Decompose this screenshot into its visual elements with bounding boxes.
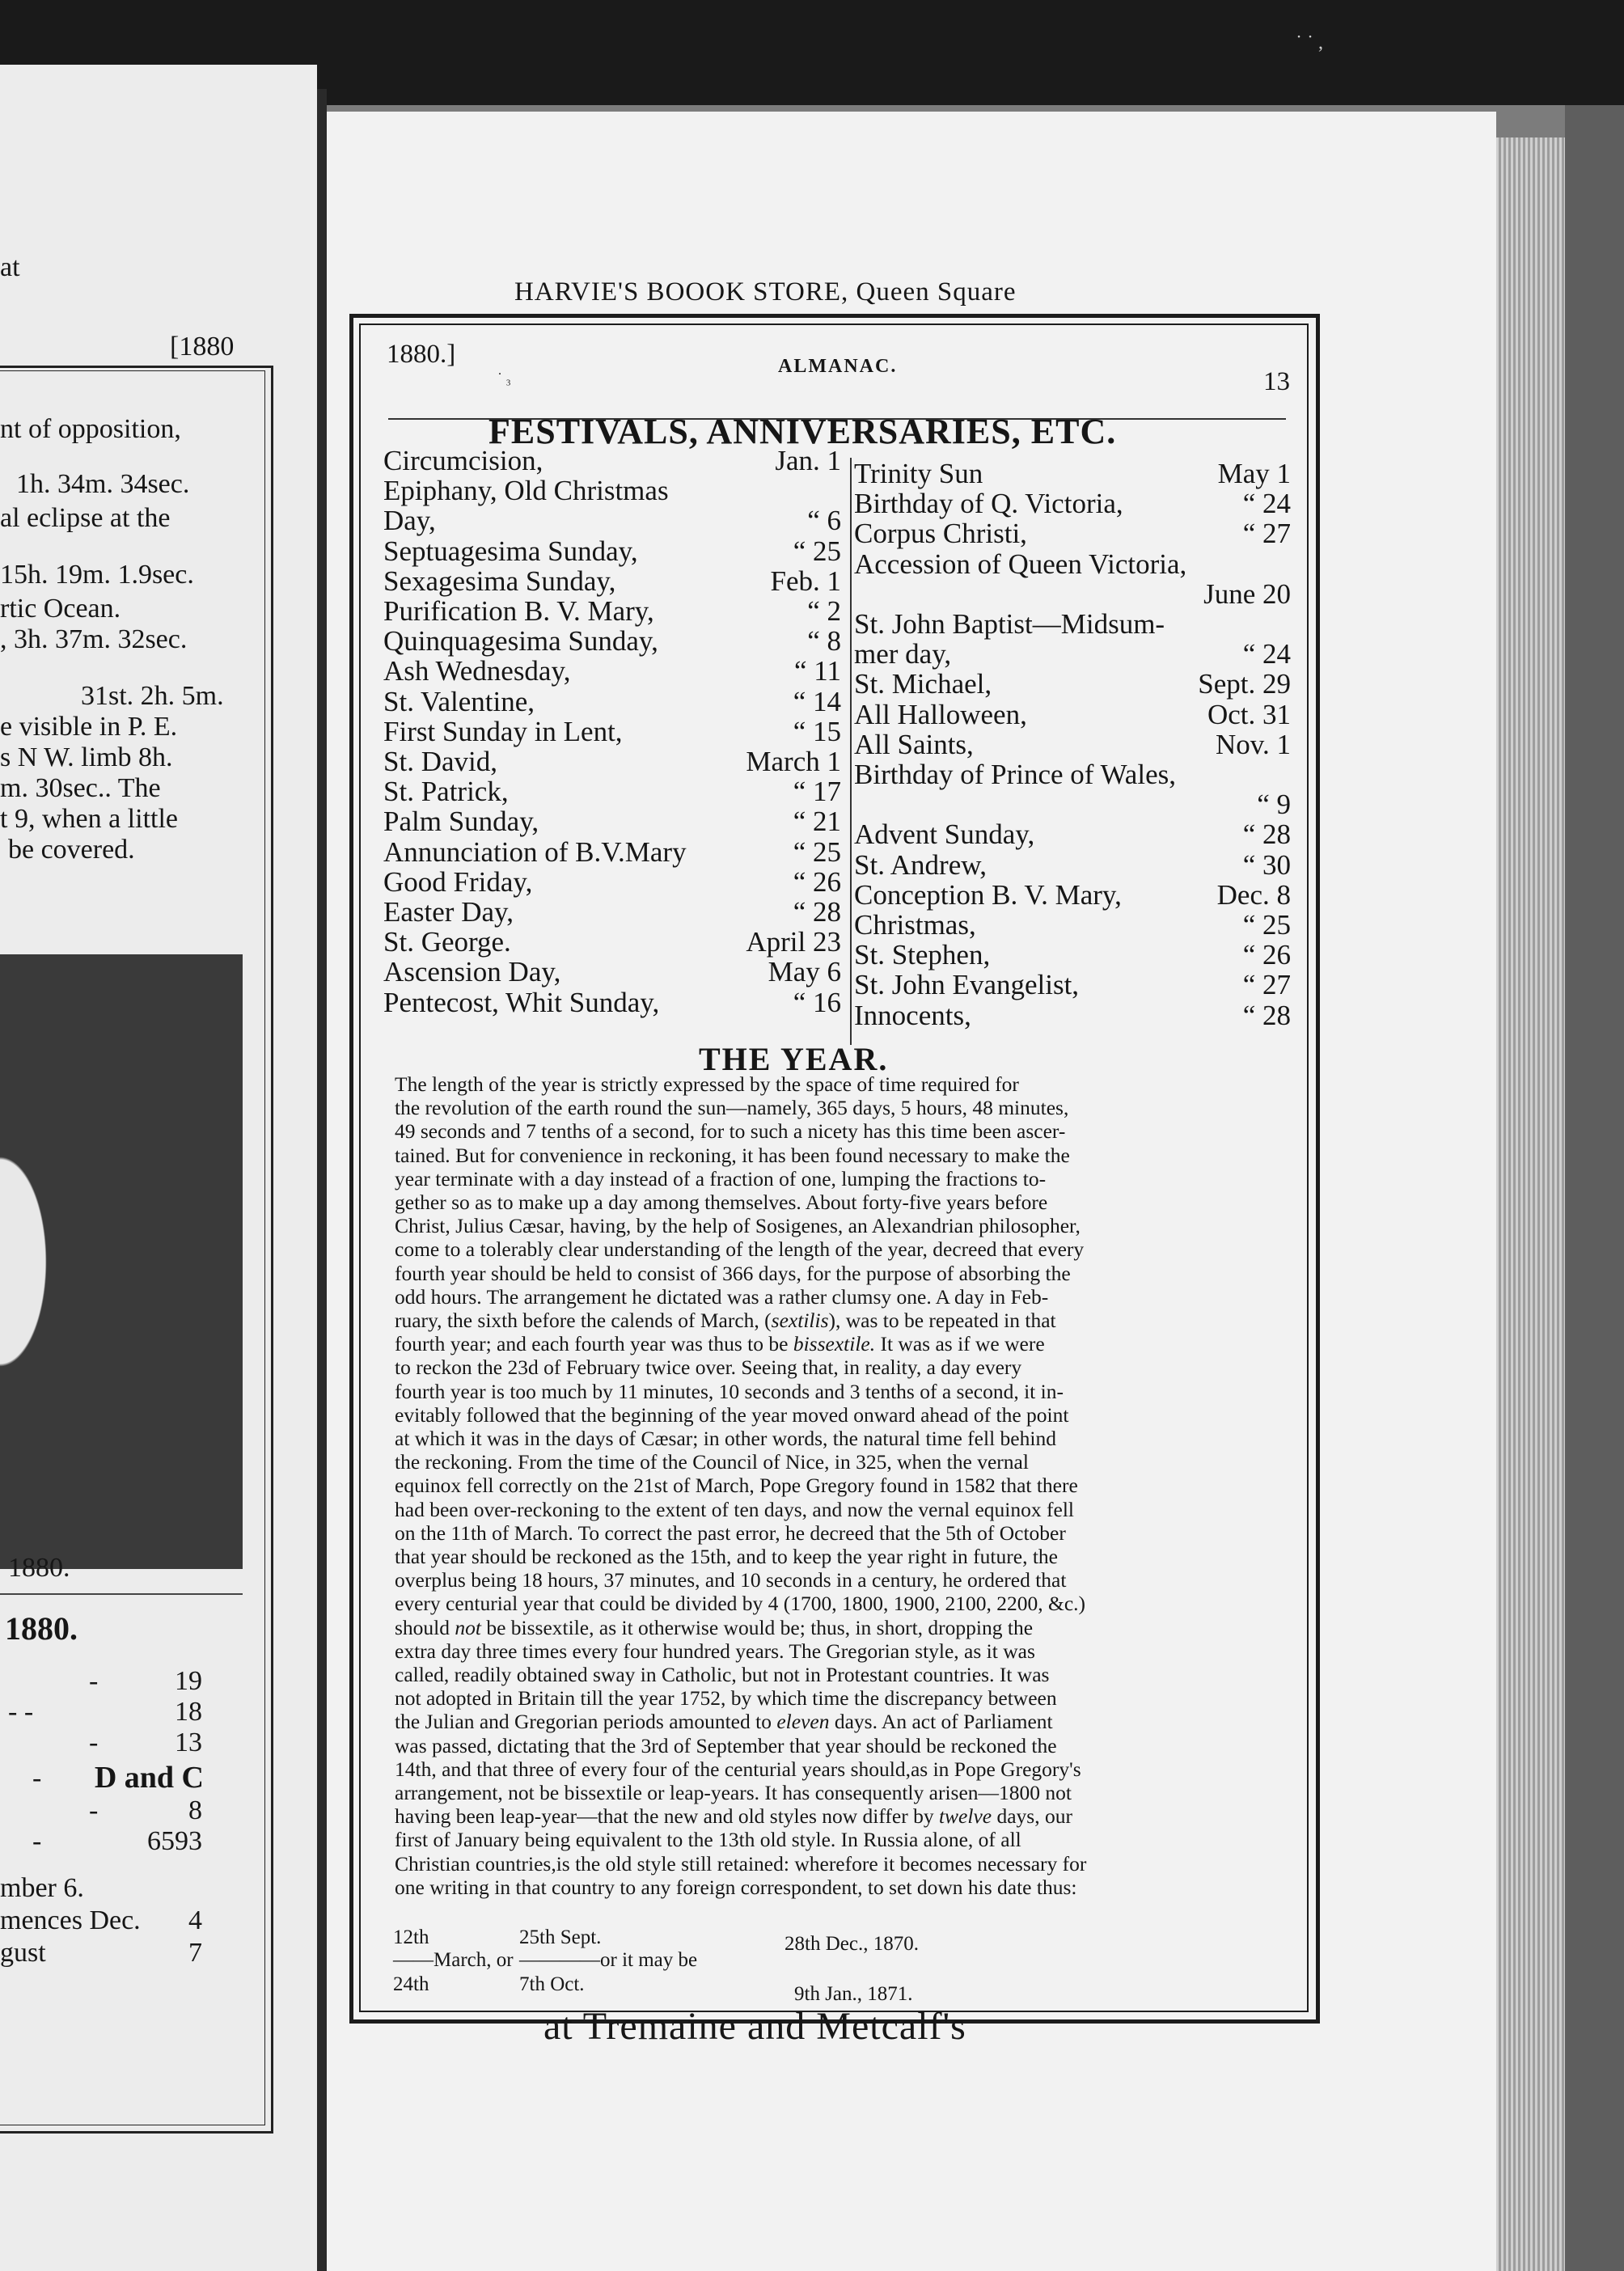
date-example-a-mid: ——March, or bbox=[393, 1949, 514, 1971]
page-number: 13 bbox=[1263, 367, 1290, 396]
left-festival-name: Annunciation of B.V.Mary bbox=[383, 835, 687, 868]
left-festival-name: Quinquagesima Sunday, bbox=[383, 625, 658, 658]
year-paragraph-line: on the 11th of March. To correct the past error, he decreed that the 5th of October bbox=[395, 1520, 1066, 1545]
right-festival-name: Conception B. V. Mary, bbox=[854, 878, 1122, 911]
left-festival-date: “ 11 bbox=[794, 655, 841, 687]
right-festival-name: St. Michael, bbox=[854, 668, 992, 700]
right-festival-name: St. Stephen, bbox=[854, 939, 991, 971]
right-festival-date: “ 27 bbox=[1242, 969, 1291, 1001]
left-festival-date: “ 14 bbox=[793, 685, 841, 717]
year-paragraph-line: 14th, and that three of every four of the centurial years should,as in Pope Gregory's bbox=[395, 1757, 1081, 1781]
year-paragraph-line: the Julian and Gregorian periods amounted to eleven days. An act of Parliament bbox=[395, 1710, 1053, 1734]
left-text-line: m. 30sec.. The bbox=[0, 773, 161, 803]
right-festival-date: “ 26 bbox=[1242, 939, 1291, 971]
right-festival-name: Christmas, bbox=[854, 909, 976, 941]
left-festival-name: Purification B. V. Mary, bbox=[383, 595, 654, 627]
left-table-value: 6593 bbox=[147, 1826, 202, 1856]
year-paragraph-line: 49 seconds and 7 tenths of a second, for to such a nicety has this time been ascer- bbox=[395, 1119, 1066, 1144]
left-table-dash: - bbox=[89, 1795, 99, 1825]
right-festival-name: Corpus Christi, bbox=[854, 518, 1027, 550]
left-festival-name: Day, bbox=[383, 505, 436, 537]
right-festival-date: June 20 bbox=[1203, 577, 1291, 610]
year-paragraph-line: that year should be reckoned as the 15th, and to keep the year right in future, the bbox=[395, 1545, 1058, 1568]
left-festival-name: St. David, bbox=[383, 746, 497, 777]
right-festival-name: All Saints, bbox=[854, 728, 974, 760]
left-festival-name: Ash Wednesday, bbox=[383, 655, 571, 687]
right-festival-date: “ 28 bbox=[1242, 999, 1291, 1031]
left-festival-name: Sexagesima Sunday, bbox=[383, 565, 616, 597]
year-paragraph-line: odd hours. The arrangement he dictated was a rather clumsy one. A day in Feb- bbox=[395, 1284, 1049, 1309]
year-paragraph-line: called, readily obtained sway in Catholic, but not in Protestant countries. It was bbox=[395, 1663, 1050, 1686]
left-festival-name: Septuagesima Sunday, bbox=[383, 535, 638, 567]
scan-background-right bbox=[1565, 105, 1624, 2271]
book-page-edges bbox=[1496, 137, 1565, 2271]
left-text-line: be covered. bbox=[8, 835, 135, 865]
right-festival-name: St. John Baptist—Midsum- bbox=[854, 608, 1165, 640]
year-paragraph-line: come to a tolerably clear understanding of the length of the year, decreed that every bbox=[395, 1237, 1085, 1262]
year-paragraph-line: fourth year; and each fourth year was thus to be bissextile. It was as if we were bbox=[395, 1332, 1045, 1356]
right-festival-date: Sept. 29 bbox=[1198, 668, 1291, 700]
year-paragraph-line: to reckon the 23d of February twice over. Seeing that, in reality, a day every bbox=[395, 1355, 1022, 1380]
left-table-value: 13 bbox=[175, 1728, 202, 1757]
right-festival-date: Dec. 8 bbox=[1216, 878, 1291, 911]
right-festival-date: Oct. 31 bbox=[1207, 698, 1291, 730]
left-page bbox=[0, 65, 317, 2271]
year-paragraph-line: The length of the year is strictly expressed by the space of time required for bbox=[395, 1072, 1019, 1096]
right-festival-name: Advent Sunday, bbox=[854, 818, 1035, 851]
left-page-rule bbox=[0, 1593, 243, 1595]
left-festival-date: “ 25 bbox=[793, 535, 841, 567]
left-festival-date: March 1 bbox=[746, 746, 841, 777]
left-tail-value: 7 bbox=[188, 1938, 202, 1968]
right-festival-name: St. Andrew, bbox=[854, 848, 987, 881]
left-festival-date: Feb. 1 bbox=[770, 565, 841, 597]
right-festival-name: Accession of Queen Victoria, bbox=[854, 548, 1187, 580]
right-festival-name: Birthday of Prince of Wales, bbox=[854, 759, 1176, 790]
right-festival-date: “ 9 bbox=[1257, 789, 1291, 821]
left-festival-name: First Sunday in Lent, bbox=[383, 715, 623, 747]
year-paragraph-line: overplus being 18 hours, 37 minutes, and 10 seconds in a century, he ordered that bbox=[395, 1568, 1067, 1592]
right-festival-name: All Halloween, bbox=[854, 698, 1027, 730]
left-festival-date: “ 2 bbox=[807, 595, 841, 627]
left-table-value: 8 bbox=[188, 1795, 202, 1825]
year-paragraph-line: tained. But for convenience in reckoning, it has been found necessary to make the bbox=[395, 1143, 1070, 1167]
left-text-line: t 9, when a little bbox=[0, 804, 179, 834]
year-paragraph-line: gether so as to make up a day among themselves. About forty-five years before bbox=[395, 1190, 1048, 1214]
year-paragraph-line: was passed, dictating that the 3rd of September that year should be reckoned the bbox=[395, 1733, 1057, 1757]
left-text-line: rtic Ocean. bbox=[0, 594, 121, 624]
left-festival-name: Good Friday, bbox=[383, 865, 533, 898]
left-tail-line: gust bbox=[0, 1938, 46, 1968]
left-festival-date: April 23 bbox=[746, 926, 841, 958]
left-table-dash: - bbox=[32, 1826, 42, 1856]
left-text-line: e visible in P. E. bbox=[0, 712, 178, 742]
left-festival-name: Epiphany, Old Christmas bbox=[383, 475, 669, 507]
left-text-line: 15h. 19m. 1.9sec. bbox=[0, 560, 194, 590]
date-example-a-top: 12th bbox=[393, 1926, 429, 1948]
left-text-line: s N W. limb 8h. bbox=[0, 742, 173, 772]
year-paragraph-line: having been leap-year—that the new and old styles now differ by twelve days, our bbox=[395, 1804, 1072, 1829]
left-page-illustration bbox=[0, 954, 243, 1569]
left-tail-line: mences Dec. bbox=[0, 1905, 141, 1935]
year-paragraph-line: year terminate with a day instead of a fraction of one, lumping the fractions to- bbox=[395, 1166, 1047, 1190]
date-example-c-top: 28th Dec., 1870. bbox=[785, 1933, 919, 1955]
year-paragraph-line: every centurial year that could be divided by 4 (1700, 1800, 1900, 2100, 2200, &c.) bbox=[395, 1592, 1086, 1616]
date-example-b-mid: ————or it may be bbox=[519, 1949, 698, 1971]
right-festival-date: Nov. 1 bbox=[1215, 728, 1291, 760]
left-festival-date: Jan. 1 bbox=[775, 445, 841, 476]
date-example-b-top: 25th Sept. bbox=[519, 1926, 602, 1948]
left-festival-name: St. Valentine, bbox=[383, 685, 535, 717]
left-year-bold: 1880. bbox=[5, 1610, 78, 1647]
year-paragraph-line: equinox fell correctly on the 21st of March, Pope Gregory found in 1582 that there bbox=[395, 1474, 1078, 1498]
left-text-line: al eclipse at the bbox=[0, 503, 171, 533]
left-year-bracket: [1880 bbox=[170, 332, 235, 362]
right-festival-date: “ 24 bbox=[1242, 488, 1291, 520]
right-festival-date: “ 28 bbox=[1242, 818, 1291, 851]
left-festival-date: “ 15 bbox=[793, 715, 841, 747]
left-text-line: 1h. 34m. 34sec. bbox=[16, 469, 190, 499]
left-text-line: nt of opposition, bbox=[0, 414, 181, 444]
column-divider bbox=[850, 458, 852, 1045]
printer-mark: ˙ ₃ bbox=[497, 370, 511, 386]
right-festival-name: Birthday of Q. Victoria, bbox=[854, 488, 1123, 520]
left-table-dash: - bbox=[89, 1728, 99, 1757]
year-paragraph-line: fourth year is too much by 11 minutes, 10 seconds and 3 tenths of a second, it in- bbox=[395, 1379, 1064, 1403]
left-festival-name: Pentecost, Whit Sunday, bbox=[383, 986, 660, 1018]
left-text-line: , 3h. 37m. 32sec. bbox=[0, 624, 188, 654]
left-text-line: 31st. 2h. 5m. bbox=[81, 681, 224, 711]
date-example-c-bot: 9th Jan., 1871. bbox=[794, 1983, 913, 2005]
right-festival-name: mer day, bbox=[854, 638, 952, 670]
left-festival-name: St. Patrick, bbox=[383, 776, 509, 808]
right-festival-name: St. John Evangelist, bbox=[854, 969, 1080, 1001]
right-festival-date: “ 24 bbox=[1242, 638, 1291, 670]
right-festival-name: Trinity Sun bbox=[854, 458, 983, 489]
left-festival-date: “ 16 bbox=[793, 986, 841, 1018]
right-festival-date: “ 27 bbox=[1242, 518, 1291, 550]
year-paragraph-line: one writing in that country to any foreign correspondent, to set down his date thus: bbox=[395, 1875, 1077, 1899]
year-paragraph-line: first of January being equivalent to the 13th old style. In Russia alone, of all bbox=[395, 1828, 1021, 1852]
left-festival-name: Easter Day, bbox=[383, 896, 514, 928]
year-paragraph-line: not adopted in Britain till the year 1752, by which time the discrepancy between bbox=[395, 1686, 1057, 1711]
year-paragraph-line: evitably followed that the beginning of the year moved onward ahead of the point bbox=[395, 1402, 1069, 1427]
left-festival-date: “ 17 bbox=[793, 776, 841, 808]
left-table-dash: - - bbox=[8, 1697, 34, 1727]
almanac-year: 1880.] bbox=[387, 340, 456, 369]
left-tail-value: 4 bbox=[188, 1905, 202, 1935]
year-paragraph-line: had been over-reckoning to the extent of ten days, and now the vernal equinox fell bbox=[395, 1497, 1074, 1521]
left-festival-date: “ 21 bbox=[793, 806, 841, 838]
bottom-advert-line: at Tremaine and Metcalf's bbox=[543, 2005, 966, 2048]
left-tail-line: mber 6. bbox=[0, 1873, 84, 1903]
left-festival-date: “ 26 bbox=[793, 865, 841, 898]
left-table-value: 18 bbox=[175, 1697, 202, 1727]
year-paragraph-line: the reckoning. From the time of the Council of Nice, in 325, when the vernal bbox=[395, 1450, 1029, 1474]
right-festival-name: Innocents, bbox=[854, 999, 971, 1031]
date-example-b-bot: 7th Oct. bbox=[519, 1973, 585, 1995]
year-section-title: THE YEAR. bbox=[699, 1041, 889, 1077]
left-festival-date: “ 28 bbox=[793, 896, 841, 928]
left-festival-date: “ 8 bbox=[807, 625, 841, 658]
left-header-fragment: at bbox=[0, 252, 20, 282]
right-festival-date: “ 25 bbox=[1242, 909, 1291, 941]
year-paragraph-line: the revolution of the earth round the sun—namely, 365 days, 5 hours, 48 minutes, bbox=[395, 1096, 1069, 1120]
year-paragraph-line: extra day three times every four hundred years. The Gregorian style, as it was bbox=[395, 1639, 1035, 1663]
left-year-small: 1880. bbox=[8, 1553, 70, 1583]
date-example-a-bot: 24th bbox=[393, 1973, 429, 1995]
year-paragraph-line: fourth year should be held to consist of 366 days, for the purpose of absorbing the bbox=[395, 1261, 1071, 1285]
year-paragraph-line: Christ, Julius Cæsar, having, by the help of Sosigenes, an Alexandrian philosopher, bbox=[395, 1214, 1081, 1238]
right-festival-date: May 1 bbox=[1217, 458, 1291, 489]
year-paragraph-line: should not be bissextile, as it otherwise would be; thus, in short, dropping the bbox=[395, 1615, 1034, 1639]
almanac-title: ALMANAC. bbox=[778, 356, 898, 377]
left-festival-name: Circumcision, bbox=[383, 445, 543, 476]
left-festival-date: May 6 bbox=[768, 956, 841, 988]
left-festival-name: St. George. bbox=[383, 926, 511, 958]
left-festival-name: Palm Sunday, bbox=[383, 806, 539, 838]
section-title: FESTIVALS, ANNIVERSARIES, ETC. bbox=[488, 412, 1117, 451]
left-table-dash: - bbox=[89, 1666, 99, 1696]
right-festival-date: “ 30 bbox=[1242, 848, 1291, 881]
left-table-dash: - bbox=[32, 1763, 42, 1793]
left-table-value: D and C bbox=[94, 1761, 204, 1795]
year-paragraph-line: arrangement, not be bissextile or leap-years. It has consequently arisen—1800 not bbox=[395, 1781, 1072, 1804]
left-festival-date: “ 6 bbox=[807, 505, 841, 537]
year-paragraph-line: at which it was in the days of Cæsar; in other words, the natural time fell behind bbox=[395, 1427, 1056, 1450]
scan-specks: ˙ ˙ , bbox=[1296, 32, 1323, 53]
left-table-value: 19 bbox=[175, 1666, 202, 1696]
year-paragraph-line: Christian countries,is the old style still retained: wherefore it becomes necessary for bbox=[395, 1851, 1087, 1876]
year-paragraph-line: ruary, the sixth before the calends of March, (sextilis), was to be repeated in that bbox=[395, 1309, 1056, 1332]
book-spine bbox=[317, 89, 327, 2271]
left-festival-date: “ 25 bbox=[793, 835, 841, 868]
left-festival-name: Ascension Day, bbox=[383, 956, 561, 988]
running-header: HARVIE'S BOOOK STORE, Queen Square bbox=[514, 277, 1017, 307]
